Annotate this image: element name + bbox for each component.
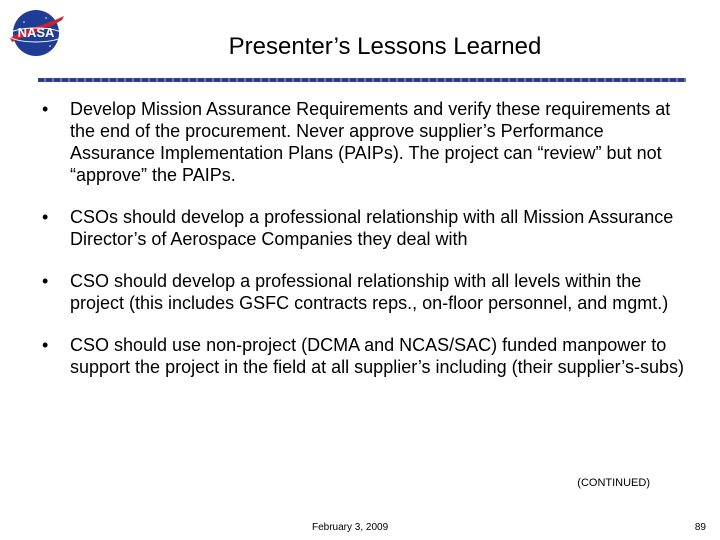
bullet-list — [30, 98, 690, 398]
bullet-icon: • — [42, 207, 49, 227]
footer-date: February 3, 2009 — [312, 522, 389, 533]
bullet-icon: • — [42, 335, 49, 355]
bullet-text: Develop Mission Assurance Requirements and verify these requirements at the end of the procurement. Never approve supplier’s Performance Assurance Implementation Plans (PAIPs). The project can “review” but not “approve” the PAIPs. — [70, 99, 671, 185]
continued-note: (CONTINUED) — [577, 477, 650, 489]
nasa-logo — [6, 8, 66, 58]
list-item — [30, 98, 690, 186]
list-item — [30, 206, 690, 250]
bullet-icon: • — [42, 271, 49, 291]
list-item — [30, 334, 690, 378]
title-divider — [38, 78, 686, 82]
bullet-text: CSO should develop a professional relationship with all levels within the project (this includes GSFC contracts reps., on-floor personnel, and mgmt.) — [70, 271, 669, 313]
nasa-meatball-icon — [6, 8, 66, 58]
bullet-icon: • — [42, 99, 49, 119]
bullet-text: CSOs should develop a professional relationship with all Mission Assurance Director’s of Aerospace Companies they deal with — [70, 207, 674, 249]
bullet-text: CSO should use non-project (DCMA and NCAS/SAC) funded manpower to support the project in the field at all supplier’s including (their supplier’s-subs) — [70, 335, 684, 377]
logo-text: NASA — [17, 25, 55, 40]
page-title: Presenter’s Lessons Learned — [228, 33, 542, 60]
page-number: 89 — [694, 522, 706, 533]
list-item — [30, 270, 690, 314]
